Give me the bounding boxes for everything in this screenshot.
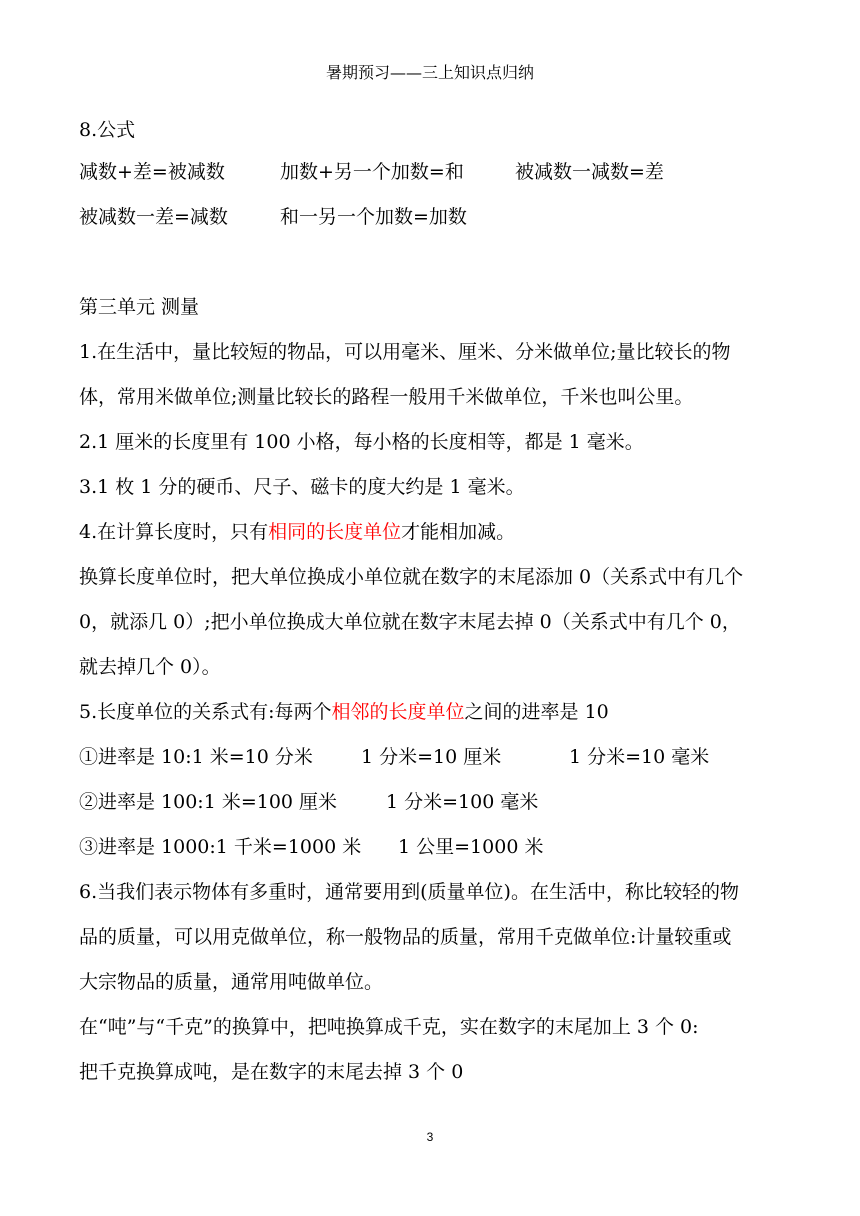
rate-1-a: ①进率是 10:1 米=10 分米 — [79, 746, 313, 768]
para-4-post: 才能相加减。 — [401, 521, 516, 543]
rate-3-a: ③进率是 1000:1 千米=1000 米 — [79, 836, 362, 858]
formula-1: 减数+差=被减数 — [79, 161, 225, 183]
para-4-highlight: 相同的长度单位 — [268, 521, 402, 543]
page-number: 3 — [426, 1130, 434, 1144]
para-3: 3.1 枚 1 分的硬币、尺子、磁卡的度大约是 1 毫米。 — [79, 476, 525, 498]
para-4 — [79, 518, 515, 546]
para-5 — [79, 698, 609, 726]
para-6-line-3: 大宗物品的质量，通常用吨做单位。 — [79, 971, 384, 993]
para-4b-line-3: 就去掉几个 0）。 — [79, 656, 221, 678]
rate-2-a: ②进率是 100:1 米=100 厘米 — [79, 791, 338, 813]
rate-3-b: 1 公里=1000 米 — [398, 836, 544, 858]
unit-3-title: 第三单元 测量 — [79, 296, 200, 318]
section-8-title: 8.公式 — [79, 119, 136, 141]
para-1-line-1: 1.在生活中，量比较短的物品，可以用毫米、厘米、分米做单位;量比较长的物 — [79, 341, 731, 363]
para-5-pre: 5.长度单位的关系式有:每两个 — [79, 701, 332, 723]
rate-1-b: 1 分米=10 厘米 — [361, 746, 502, 768]
para-6-line-1: 6.当我们表示物体有多重时，通常要用到(质量单位)。在生活中，称比较轻的物 — [79, 881, 739, 903]
para-6-line-2: 品的质量，可以用克做单位，称一般物品的质量，常用千克做单位:计量较重或 — [79, 926, 732, 948]
rate-1-c: 1 分米=10 毫米 — [569, 746, 710, 768]
formula-3: 被减数一减数=差 — [515, 161, 664, 183]
formula-4: 被减数一差=减数 — [79, 206, 228, 228]
para-5-post: 之间的进率是 10 — [464, 701, 609, 723]
para-4b-line-1: 换算长度单位时，把大单位换成小单位就在数字的末尾添加 0（关系式中有几个 — [79, 566, 744, 588]
formula-2: 加数+另一个加数=和 — [280, 161, 464, 183]
para-1-line-2: 体，常用米做单位;测量比较长的路程一般用千米做单位，千米也叫公里。 — [79, 386, 694, 408]
para-7-line-1: 在“吨”与“千克”的换算中，把吨换算成千克，实在数字的末尾加上 3 个 0: — [79, 1016, 699, 1038]
para-7-line-2: 把千克换算成吨，是在数字的末尾去掉 3 个 0 — [79, 1061, 464, 1083]
rate-2-b: 1 分米=100 毫米 — [386, 791, 539, 813]
formula-5: 和一另一个加数=加数 — [280, 206, 467, 228]
para-4-pre: 4.在计算长度时，只有 — [79, 521, 269, 543]
para-4b-line-2: 0，就添几 0）;把小单位换成大单位就在数字末尾去掉 0（关系式中有几个 0， — [79, 611, 741, 633]
para-2: 2.1 厘米的长度里有 100 小格，每小格的长度相等，都是 1 毫米。 — [79, 431, 644, 453]
para-5-highlight: 相邻的长度单位 — [331, 701, 465, 723]
page-header: 暑期预习——三上知识点归纳 — [325, 63, 534, 82]
